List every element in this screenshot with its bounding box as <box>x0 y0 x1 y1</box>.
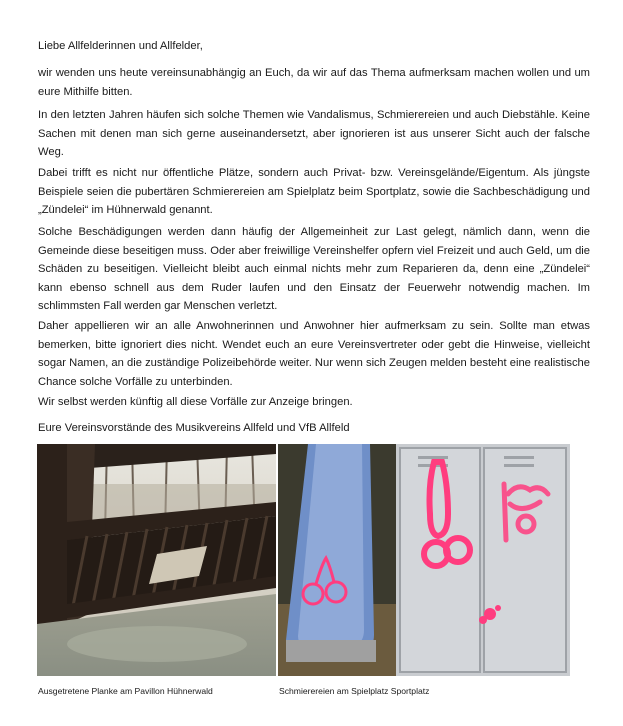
letter-paragraph-1: wir wenden uns heute vereinsunabhängig an Euch, da wir auf das Thema aufmerksam machen wollen und um eure Mithilfe bitten. <box>38 67 590 98</box>
letter-signature: Eure Vereinsvorstände des Musikvereins Allfeld und VfB Allfeld <box>38 422 350 434</box>
letter-paragraph-2: In den letzten Jahren häufen sich solche Themen wie Vandalismus, Schmierereien und auch Diebstähle. Keine Sachen mit denen man sich gerne auseinandersetzt, aber ignorieren ist aus unserer Sicht auch der falsche Weg. <box>38 109 590 159</box>
letter-greeting: Liebe Allfelderinnen und Allfelder, <box>38 40 203 52</box>
letter-paragraph-6: Wir selbst werden künftig all diese Vorfälle zur Anzeige bringen. <box>38 396 353 408</box>
letter-paragraph-4: Solche Beschädigungen werden dann häufig der Allgemeinheit zur Last gelegt, nämlich dann, wenn die Gemeinde diese beseitigen muss. Oder aber freiwillige Vereinshelfer opfern viel Freizeit und auch Geld, um die Schäden zu beseitigen. Vielleicht bleibt auch einmal nichts mehr zum Reparieren da, denn eine „Zündelei“ kann ebenso schnell aus dem Ruder laufen und den Einsatz der Feuerwehr notwendig machen. Im schlimmsten Fall werden gar Menschen verletzt. <box>38 226 590 313</box>
letter-paragraph-5: Daher appellieren wir an alle Anwohnerinnen und Anwohner hier aufmerksam zu sein. Sollte man etwas bemerken, bitte ignoriert dies nicht. Wendet euch an eure Vereinsvertreter oder gebt die Hinweise, vielleicht sogar Namen, an die zuständige Polizeibehörde weiter. Nur wenn sich Zeugen melden besteht eine realistische Chance solche Vorfälle zu unterbinden. <box>38 320 590 388</box>
graffiti-photo <box>278 444 570 676</box>
letter-paragraph-3: Dabei trifft es nicht nur öffentliche Plätze, sondern auch Privat- bzw. Vereinsgelände/Eigentum. Als jüngste Beispiele seien die pubertären Schmierereien am Spielplatz beim Sportplatz, sowie die Sachbeschädigung und „Zündelei“ im Hühnerwald genannt. <box>38 167 590 217</box>
pavilion-photo-caption: Ausgetretene Planke am Pavillon Hühnerwald <box>38 686 213 696</box>
graffiti-photo-caption: Schmierereien am Spielplatz Sportplatz <box>279 686 430 696</box>
pavilion-photo <box>37 444 276 676</box>
